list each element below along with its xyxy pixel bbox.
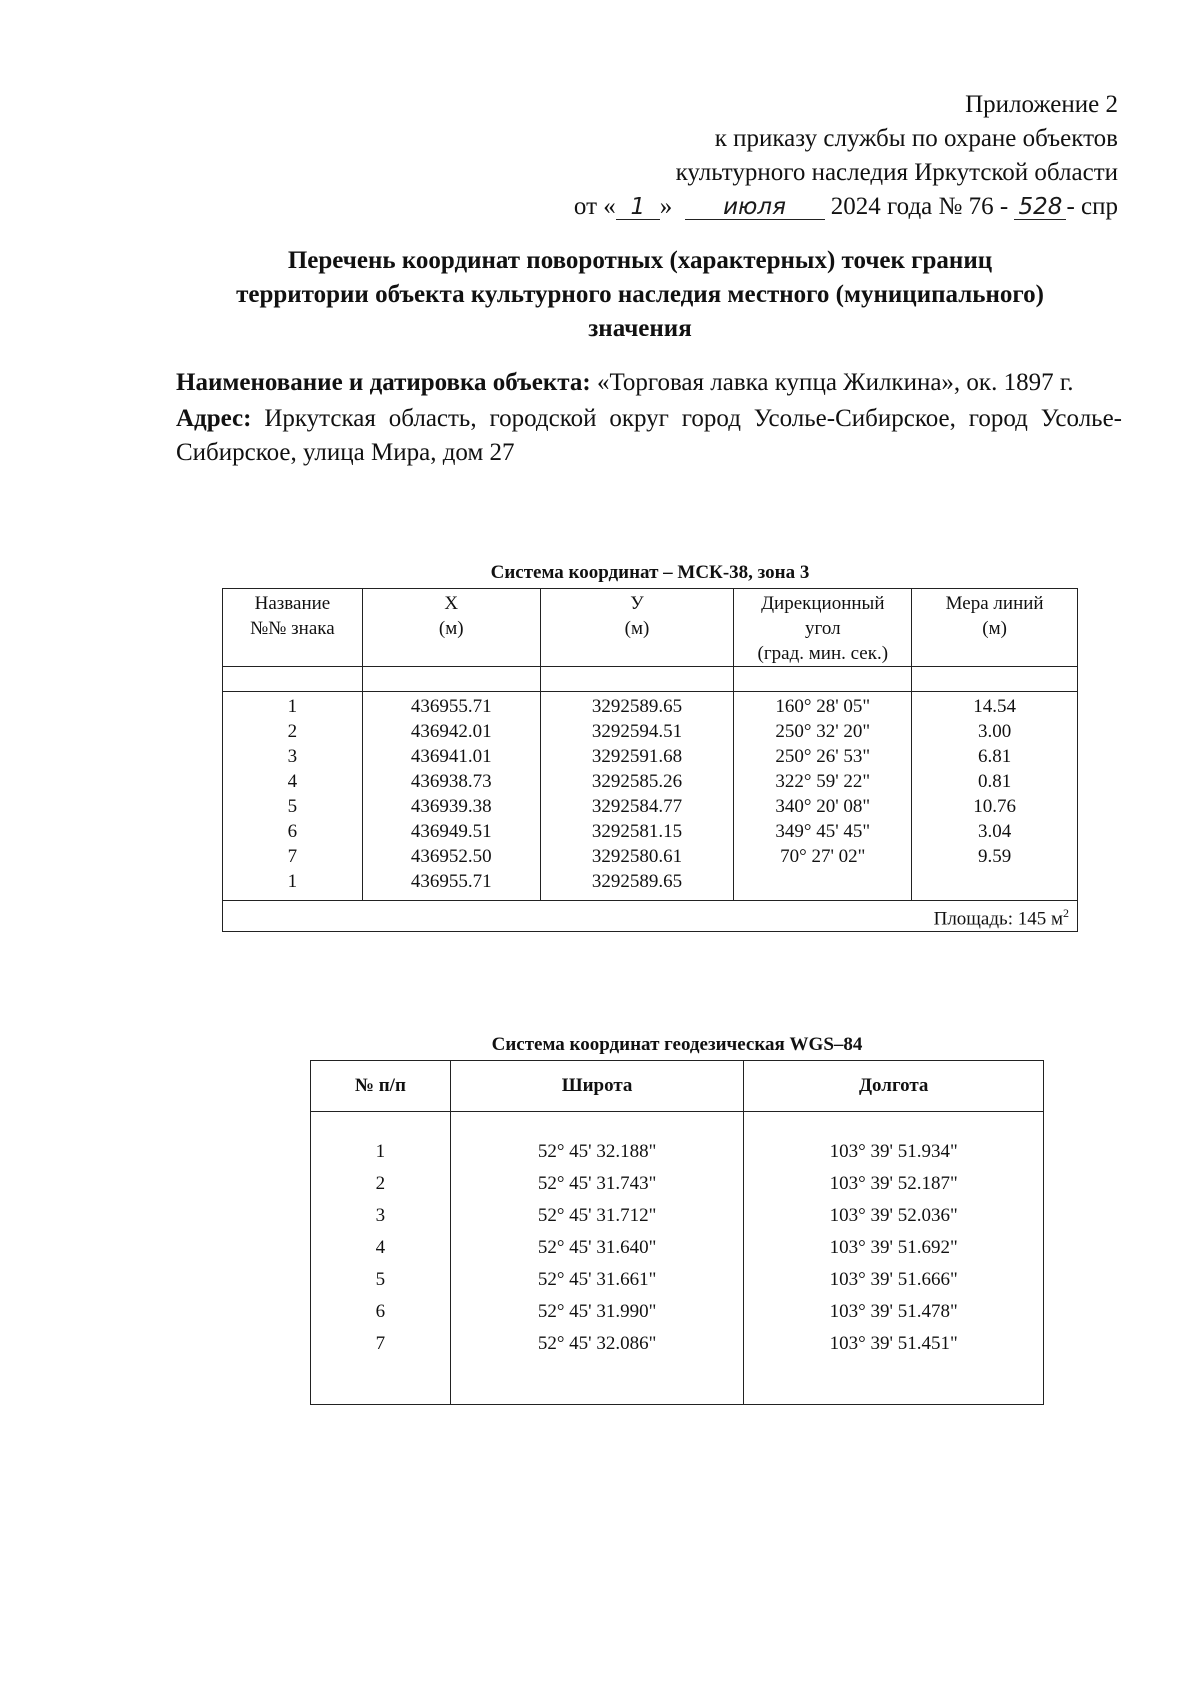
col-header-longitude: Долгота — [744, 1061, 1044, 1112]
angle-value: 250° 26' 53" — [775, 746, 871, 767]
col-header-length: Мера линий (м) — [912, 589, 1078, 667]
latitude-value: 52° 45' 32.086" — [537, 1333, 657, 1354]
row-number: 3 — [375, 1205, 386, 1226]
msk-coordinates-table — [222, 588, 1078, 932]
col-header-y: У (м) — [540, 589, 734, 667]
longitude-value: 103° 39' 51.934" — [829, 1141, 958, 1162]
row-number: 2 — [375, 1173, 386, 1194]
longitude-value: 103° 39' 51.478" — [829, 1301, 958, 1322]
point-name: 6 — [287, 821, 298, 842]
col-y — [540, 692, 734, 901]
table-spacer-row — [223, 667, 1078, 692]
col-number — [311, 1112, 451, 1405]
longitude-value: 103° 39' 52.187" — [829, 1173, 958, 1194]
object-name — [176, 366, 1122, 400]
latitude-value: 52° 45' 31.743" — [537, 1173, 657, 1194]
col-x — [362, 692, 540, 901]
document-title — [160, 244, 1120, 346]
y-value: 3292585.26 — [591, 771, 683, 792]
appendix-date-line — [574, 190, 1118, 224]
table-data-row — [223, 692, 1078, 901]
length-value: 3.00 — [977, 721, 1012, 742]
longitude-value: 103° 39' 51.692" — [829, 1237, 958, 1258]
handwritten-order-number: 528 — [1014, 195, 1066, 220]
handwritten-month: июля — [685, 195, 825, 220]
y-value: 3292581.15 — [591, 821, 683, 842]
order-suffix: - спр — [1066, 193, 1118, 220]
area-unit-exponent: 2 — [1063, 906, 1069, 920]
point-name: 3 — [287, 746, 298, 767]
table-data-row — [311, 1112, 1044, 1405]
appendix-authority: культурного наследия Иркутской области — [675, 159, 1118, 186]
longitude-value: 103° 39' 51.451" — [829, 1333, 958, 1354]
object-address-label: Адрес: — [176, 405, 252, 432]
length-value: 3.04 — [977, 821, 1012, 842]
y-value: 3292584.77 — [591, 796, 683, 817]
y-value: 3292594.51 — [591, 721, 683, 742]
x-value: 436941.01 — [410, 746, 492, 767]
wgs-table-caption: Система координат геодезическая WGS–84 — [491, 1034, 863, 1055]
appendix-order-ref: к приказу службы по охране объектов — [714, 125, 1118, 152]
angle-value: 349° 45' 45" — [775, 821, 871, 842]
object-info — [176, 366, 1122, 472]
length-value: 10.76 — [973, 796, 1016, 817]
row-number: 1 — [375, 1141, 386, 1162]
angle-value: 340° 20' 08" — [775, 796, 871, 817]
col-header-number: № п/п — [311, 1061, 451, 1112]
object-name-label: Наименование и датировка объекта: — [176, 369, 591, 396]
length-value: 14.54 — [973, 696, 1016, 717]
date-mid: » — [659, 193, 673, 220]
point-name: 5 — [287, 796, 298, 817]
point-name: 1 — [287, 696, 298, 717]
x-value: 436952.50 — [410, 846, 492, 867]
x-value: 436955.71 — [410, 696, 492, 717]
table-header-row — [311, 1061, 1044, 1112]
object-name-value: «Торговая лавка купца Жилкина», ок. 1897 г. — [596, 369, 1074, 396]
area-label: Площадь: 145 м — [933, 908, 1063, 930]
col-header-angle: Дирекционный угол (град. мин. сек.) — [734, 589, 912, 667]
x-value: 436939.38 — [410, 796, 492, 817]
point-name: 7 — [287, 846, 298, 867]
point-name: 2 — [287, 721, 298, 742]
x-value: 436949.51 — [410, 821, 492, 842]
angle-value: 160° 28' 05" — [775, 696, 871, 717]
angle-value: 250° 32' 20" — [775, 721, 871, 742]
table-header-row — [223, 589, 1078, 667]
order-year-text: 2024 года № 76 - — [830, 193, 1009, 220]
y-value: 3292591.68 — [591, 746, 683, 767]
angle-value: 322° 59' 22" — [775, 771, 871, 792]
col-latitude — [450, 1112, 744, 1405]
col-header-point-name: Название №№ знака — [223, 589, 363, 667]
x-value: 436942.01 — [410, 721, 492, 742]
col-angle — [734, 692, 912, 901]
latitude-value: 52° 45' 31.712" — [537, 1205, 657, 1226]
row-number: 7 — [375, 1333, 386, 1354]
table-area-row — [223, 901, 1078, 932]
length-value: 9.59 — [977, 846, 1012, 867]
col-length — [912, 692, 1078, 901]
x-value: 436938.73 — [410, 771, 492, 792]
latitude-value: 52° 45' 31.990" — [537, 1301, 657, 1322]
appendix-title: Приложение 2 — [965, 91, 1118, 118]
longitude-value: 103° 39' 52.036" — [829, 1205, 958, 1226]
y-value: 3292589.65 — [591, 871, 683, 892]
object-address-value: Иркутская область, городской округ город Усолье-Сибирское, город Усолье-Сибирское, улица Мира, дом 27 — [176, 405, 1123, 466]
point-name: 4 — [287, 771, 298, 792]
length-value: 0.81 — [977, 771, 1012, 792]
row-number: 4 — [375, 1237, 386, 1258]
x-value: 436955.71 — [410, 871, 492, 892]
latitude-value: 52° 45' 31.640" — [537, 1237, 657, 1258]
title-line-2: территории объекта культурного наследия местного (муниципального) — [236, 281, 1044, 308]
title-line-3: значения — [588, 315, 692, 342]
title-line-1: Перечень координат поворотных (характерных) точек границ — [287, 247, 993, 274]
longitude-value: 103° 39' 51.666" — [829, 1269, 958, 1290]
col-longitude — [744, 1112, 1044, 1405]
point-name: 1 — [287, 871, 298, 892]
msk-table-caption: Система координат – МСК-38, зона 3 — [490, 562, 810, 583]
row-number: 6 — [375, 1301, 386, 1322]
y-value: 3292580.61 — [591, 846, 683, 867]
handwritten-day: 1 — [616, 195, 660, 220]
object-address — [176, 402, 1122, 470]
appendix-header — [574, 88, 1118, 224]
length-value: 6.81 — [977, 746, 1012, 767]
angle-value: 70° 27' 02" — [780, 846, 866, 867]
wgs-coordinates-table — [310, 1060, 1044, 1405]
col-points — [223, 692, 363, 901]
latitude-value: 52° 45' 32.188" — [537, 1141, 657, 1162]
col-header-x: X (м) — [362, 589, 540, 667]
latitude-value: 52° 45' 31.661" — [537, 1269, 657, 1290]
col-header-latitude: Широта — [450, 1061, 744, 1112]
row-number: 5 — [375, 1269, 386, 1290]
y-value: 3292589.65 — [591, 696, 683, 717]
date-prefix: от « — [573, 193, 616, 220]
area-cell — [223, 901, 1078, 932]
